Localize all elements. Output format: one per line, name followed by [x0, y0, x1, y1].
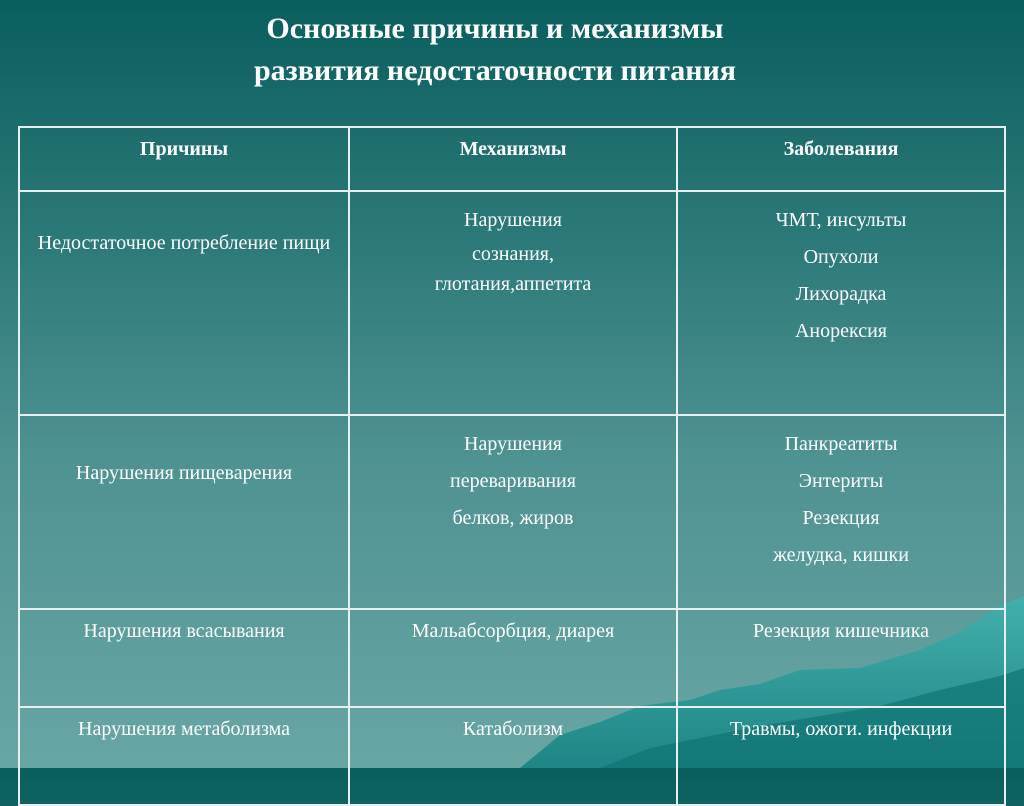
causes-table [18, 126, 1006, 806]
disease-line: Анорексия [794, 320, 888, 342]
cause-text: Нарушения метаболизма [78, 718, 290, 740]
table-row [19, 609, 1005, 707]
mechanism-line: белков, жиров [452, 507, 574, 529]
cause-cell [19, 191, 349, 415]
cause-text: Нарушения пищеварения [75, 462, 293, 484]
diseases-cell [677, 707, 1005, 805]
mechanism-line: глотания,аппетита [434, 273, 592, 295]
mechanism-line: Мальабсорбция, диарея [411, 620, 615, 642]
mechanism-line: Нарушения [464, 433, 562, 455]
table-header-row [19, 127, 1005, 191]
cause-cell [19, 707, 349, 805]
disease-line: Травмы, ожоги. инфекции [729, 718, 953, 740]
disease-line: Энтериты [798, 470, 884, 492]
header-causes: Причины [19, 127, 349, 191]
title-line-2: развития недостаточности питания [253, 54, 737, 87]
cause-text: Нарушения всасывания [83, 620, 285, 642]
header-diseases: Заболевания [677, 127, 1005, 191]
cause-cell [19, 415, 349, 609]
disease-line: Лихорадка [795, 283, 887, 305]
table-row [19, 707, 1005, 805]
mechanism-line: Нарушения [464, 209, 562, 231]
diseases-cell [677, 415, 1005, 609]
table-row [19, 415, 1005, 609]
mechanism-cell [349, 707, 677, 805]
slide-title [0, 8, 990, 92]
disease-line: Опухоли [803, 246, 879, 268]
disease-line: Резекция [802, 507, 880, 529]
diseases-cell [677, 609, 1005, 707]
mechanism-cell [349, 191, 677, 415]
header-mechanisms: Механизмы [349, 127, 677, 191]
cause-text: Недостаточное потребление пищи [37, 232, 331, 254]
title-line-1: Основные причины и механизмы [266, 12, 724, 45]
cause-cell [19, 609, 349, 707]
mechanism-cell [349, 609, 677, 707]
disease-line: Панкреатиты [784, 433, 898, 455]
mechanism-line: Катаболизм [462, 718, 564, 740]
table-row [19, 191, 1005, 415]
disease-line: желудка, кишки [773, 544, 909, 566]
diseases-cell [677, 191, 1005, 415]
disease-line: ЧМТ, инсульты [775, 209, 907, 231]
mechanism-line: сознания, [472, 243, 554, 265]
mechanism-line: переваривания [450, 470, 576, 492]
mechanism-cell [349, 415, 677, 609]
disease-line: Резекция кишечника [752, 620, 930, 642]
